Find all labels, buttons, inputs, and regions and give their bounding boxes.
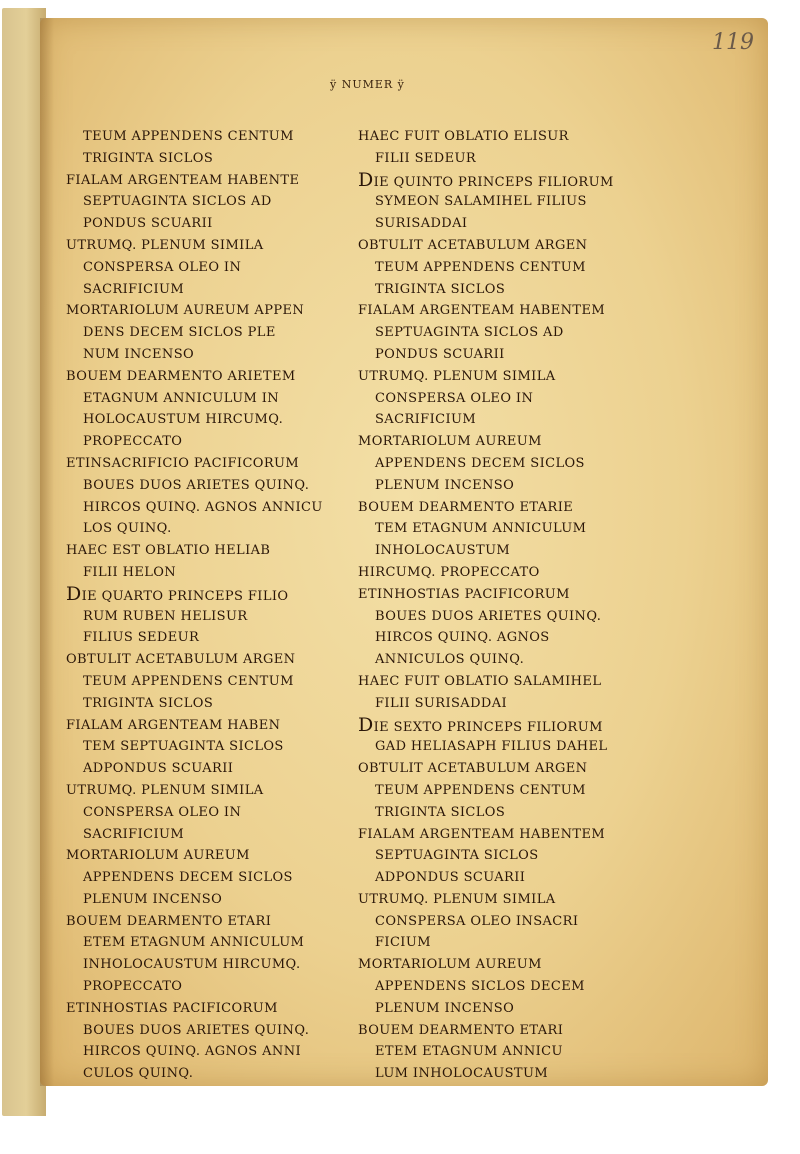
manuscript-line: ETINSACRIFICIO PACIFICORUM xyxy=(66,455,300,471)
manuscript-line: ETAGNUM ANNICULUM IN xyxy=(83,390,280,406)
manuscript-line: TRIGINTA SICLOS xyxy=(375,281,506,297)
manuscript-line: HIRCUMQ. PROPECCATO xyxy=(358,564,540,580)
manuscript-line: APPENDENS SICLOS DECEM xyxy=(375,979,585,995)
manuscript-line: OBTULIT ACETABULUM ARGEN xyxy=(358,761,588,777)
manuscript-line: PROPECCATO xyxy=(83,979,183,995)
manuscript-line: INHOLOCAUSTUM HIRCUMQ. xyxy=(83,957,301,973)
manuscript-line: ADPONDUS SCUARII xyxy=(83,761,234,777)
manuscript-line: LOS QUINQ. xyxy=(83,521,172,537)
manuscript-line: PONDUS SCUARII xyxy=(375,346,505,362)
manuscript-line: UTRUMQ. PLENUM SIMILA xyxy=(358,891,556,907)
manuscript-line: BOUEM DEARMENTO ETARIE xyxy=(358,499,574,515)
manuscript-line: HOLOCAUSTUM HIRCUMQ. xyxy=(83,412,284,428)
manuscript-line: PONDUS SCUARII xyxy=(83,216,213,232)
folio-number: 119 xyxy=(712,30,754,55)
manuscript-line: SEPTUAGINTA SICLOS xyxy=(375,848,539,864)
manuscript-line: SYMEON SALAMIHEL FILIUS xyxy=(375,194,587,210)
manuscript-line: BOUEM DEARMENTO ARIETEM xyxy=(66,368,296,384)
manuscript-line: ADPONDUS SCUARII xyxy=(375,870,526,886)
manuscript-line: CULOS QUINQ. xyxy=(83,1066,194,1082)
manuscript-line: TEUM APPENDENS CENTUM xyxy=(83,129,294,144)
text-column-left xyxy=(66,126,323,1085)
manuscript-line: OBTULIT ACETABULUM ARGEN xyxy=(358,237,588,253)
text-column-right xyxy=(358,126,614,1085)
manuscript-line: BOUEM DEARMENTO ETARI xyxy=(66,913,272,929)
manuscript-line: DIE QUARTO PRINCEPS FILIO xyxy=(66,582,289,605)
manuscript-line: HAEC FUIT OBLATIO ELISUR xyxy=(358,129,569,144)
manuscript-line: GAD HELIASAPH FILIUS DAHEL xyxy=(375,739,608,755)
manuscript-line: CONSPERSA OLEO IN xyxy=(375,390,534,406)
manuscript-line: HIRCOS QUINQ. AGNOS xyxy=(375,630,550,646)
manuscript-line: ETEM ETAGNUM ANNICU xyxy=(375,1044,563,1060)
manuscript-line: ETEM ETAGNUM ANNICULUM xyxy=(83,935,305,951)
manuscript-line: FILIUS SEDEUR xyxy=(83,630,200,646)
manuscript-line: OBTULIT ACETABULUM ARGEN xyxy=(66,652,296,668)
manuscript-line: PLENUM INCENSO xyxy=(375,477,515,493)
manuscript-line: TRIGINTA SICLOS xyxy=(375,804,506,820)
manuscript-line: TEM SEPTUAGINTA SICLOS xyxy=(83,739,284,755)
manuscript-line: PLENUM INCENSO xyxy=(375,1000,515,1016)
page-gutter xyxy=(40,18,54,1086)
manuscript-line: HIRCOS QUINQ. AGNOS ANNICU xyxy=(83,499,323,515)
manuscript-line: TRIGINTA SICLOS xyxy=(83,695,214,711)
manuscript-line: FILII SEDEUR xyxy=(375,150,477,166)
manuscript-line: RUM RUBEN HELISUR xyxy=(83,608,248,624)
manuscript-line: FIALAM ARGENTEAM HABENTEM xyxy=(358,303,606,319)
manuscript-line: NUM INCENSO xyxy=(83,346,195,362)
manuscript-line: SACRIFICIUM xyxy=(83,826,185,842)
running-head: ÿ NUMER ÿ xyxy=(330,78,405,91)
manuscript-line: INHOLOCAUSTUM xyxy=(375,543,511,559)
manuscript-line: HAEC EST OBLATIO HELIAB xyxy=(66,543,271,559)
manuscript-line: FIALAM ARGENTEAM HABEN xyxy=(66,717,281,733)
manuscript-line: TEM ETAGNUM ANNICULUM xyxy=(375,521,587,537)
manuscript-line: UTRUMQ. PLENUM SIMILA xyxy=(66,237,264,253)
manuscript-line: FIALAM ARGENTEAM HABENTEM xyxy=(358,826,606,842)
manuscript-line: FILII HELON xyxy=(83,564,177,580)
manuscript-line: SACRIFICIUM xyxy=(375,412,477,428)
manuscript-line: UTRUMQ. PLENUM SIMILA xyxy=(358,368,556,384)
manuscript-line: MORTARIOLUM AUREUM APPEN xyxy=(66,303,305,319)
manuscript-line: MORTARIOLUM AUREUM xyxy=(358,957,542,973)
manuscript-line: DIE SEXTO PRINCEPS FILIORUM xyxy=(358,713,603,736)
manuscript-line: BOUES DUOS ARIETES QUINQ. xyxy=(83,477,310,493)
manuscript-line: FIALAM ARGENTEAM HABENTE xyxy=(66,172,300,188)
manuscript-line: DENS DECEM SICLOS PLE xyxy=(83,325,276,341)
manuscript-line: MORTARIOLUM AUREUM xyxy=(358,434,542,450)
manuscript-line: LUM INHOLOCAUSTUM xyxy=(375,1066,549,1082)
manuscript-line: TRIGINTA SICLOS xyxy=(83,150,214,166)
manuscript-line: FILII SURISADDAI xyxy=(375,695,508,711)
manuscript-line: APPENDENS DECEM SICLOS xyxy=(375,455,585,471)
manuscript-line: CONSPERSA OLEO INSACRI xyxy=(375,913,579,929)
manuscript-line: ETINHOSTIAS PACIFICORUM xyxy=(66,1000,278,1016)
manuscript-line: BOUEM DEARMENTO ETARI xyxy=(358,1022,564,1038)
manuscript-line: TEUM APPENDENS CENTUM xyxy=(375,782,586,798)
manuscript-line: DIE QUINTO PRINCEPS FILIORUM xyxy=(358,168,614,191)
manuscript-line: CONSPERSA OLEO IN xyxy=(83,259,242,275)
manuscript-line: HAEC FUIT OBLATIO SALAMIHEL xyxy=(358,673,602,689)
manuscript-line: PLENUM INCENSO xyxy=(83,891,223,907)
manuscript-line: FICIUM xyxy=(375,935,431,951)
manuscript-line: TEUM APPENDENS CENTUM xyxy=(375,259,586,275)
manuscript-line: ETINHOSTIAS PACIFICORUM xyxy=(358,586,570,602)
manuscript-line: TEUM APPENDENS CENTUM xyxy=(83,673,294,689)
manuscript-line: SURISADDAI xyxy=(375,216,468,232)
manuscript-line: BOUES DUOS ARIETES QUINQ. xyxy=(375,608,602,624)
manuscript-line: MORTARIOLUM AUREUM xyxy=(66,848,250,864)
manuscript-line: CONSPERSA OLEO IN xyxy=(83,804,242,820)
manuscript-line: PROPECCATO xyxy=(83,434,183,450)
manuscript-line: SEPTUAGINTA SICLOS AD xyxy=(83,194,272,210)
manuscript-line: UTRUMQ. PLENUM SIMILA xyxy=(66,782,264,798)
manuscript-line: SACRIFICIUM xyxy=(83,281,185,297)
manuscript-line: APPENDENS DECEM SICLOS xyxy=(83,870,293,886)
manuscript-line: HIRCOS QUINQ. AGNOS ANNI xyxy=(83,1044,302,1060)
manuscript-line: SEPTUAGINTA SICLOS AD xyxy=(375,325,564,341)
manuscript-line: ANNICULOS QUINQ. xyxy=(375,652,525,668)
manuscript-line: BOUES DUOS ARIETES QUINQ. xyxy=(83,1022,310,1038)
